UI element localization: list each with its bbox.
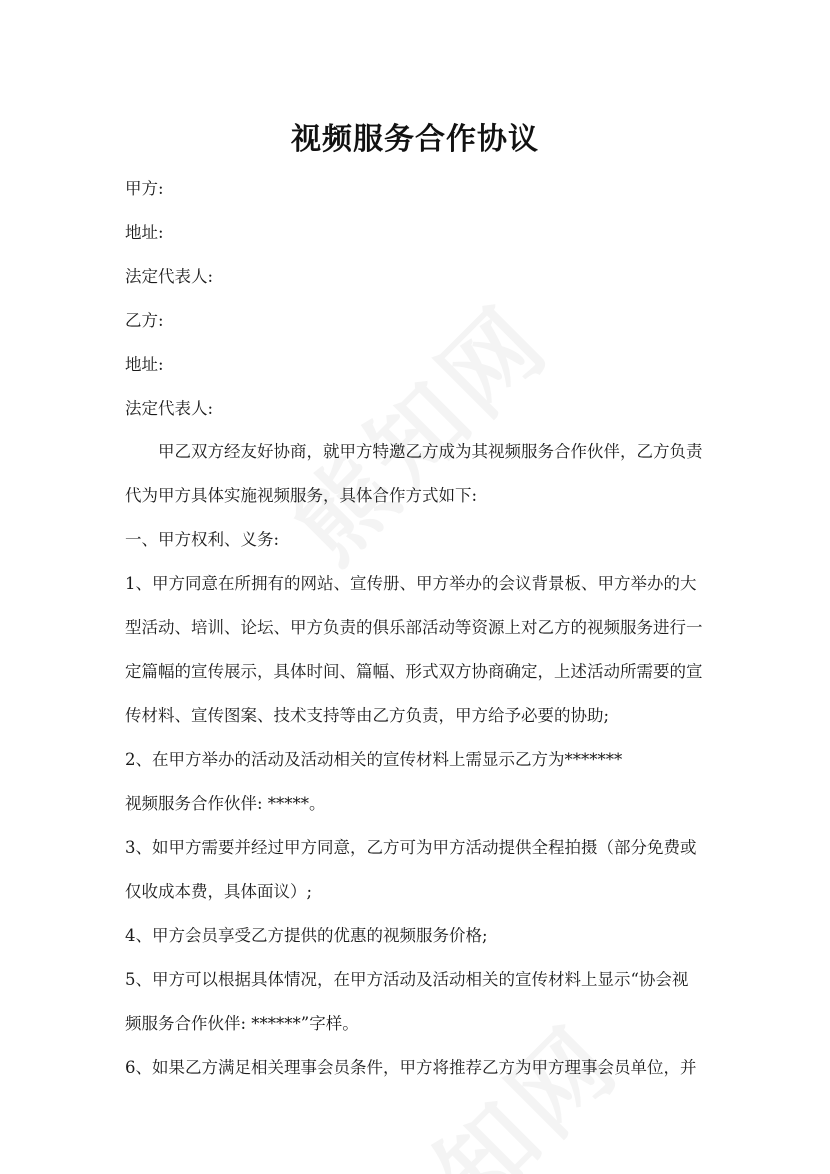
intro-paragraph-line: 甲乙双方经友好协商，就甲方特邀乙方成为其视频服务合作伙伴，乙方负责	[158, 442, 703, 461]
clause-1-line: 传材料、宣传图案、技术支持等由乙方负责，甲方给予必要的协助;	[125, 706, 610, 725]
party-b-representative-label: 法定代表人:	[125, 399, 214, 418]
party-a-representative-label: 法定代表人:	[125, 267, 214, 286]
clause-1-line: 型活动、培训、论坛、甲方负责的俱乐部活动等资源上对乙方的视频服务进行一	[125, 618, 703, 637]
watermark	[327, 990, 644, 1174]
clause-6-line: 6、如果乙方满足相关理事会员条件，甲方将推荐乙方为甲方理事会员单位，并	[125, 1058, 697, 1077]
clause-3-line: 仅收成本费，具体面议）;	[125, 882, 313, 901]
clause-5-line: 频服务合作伙伴: ******”字样。	[125, 1014, 359, 1033]
party-b-address-label: 地址:	[125, 355, 164, 374]
intro-paragraph-line: 代为甲方具体实施视频服务，具体合作方式如下:	[125, 486, 478, 505]
clause-5-line: 5、甲方可以根据具体情况，在甲方活动及活动相关的宣传材料上显示“协会视	[125, 970, 689, 989]
watermark	[257, 270, 574, 587]
clause-3-line: 3、如甲方需要并经过甲方同意，乙方可为甲方活动提供全程拍摄（部分免费或	[125, 838, 697, 857]
party-a-address-label: 地址:	[125, 223, 164, 242]
party-a-label: 甲方:	[125, 179, 164, 198]
clause-1-line: 1、甲方同意在所拥有的网站、宣传册、甲方举办的会议背景板、甲方举办的大	[125, 574, 697, 593]
clause-2-line: 2、在甲方举办的活动及活动相关的宣传材料上需显示乙方为*******	[125, 750, 623, 769]
party-b-label: 乙方:	[125, 311, 164, 330]
document-title: 视频服务合作协议	[291, 122, 539, 157]
section-heading: 一、甲方权利、义务:	[125, 530, 280, 549]
clause-4-line: 4、甲方会员享受乙方提供的优惠的视频服务价格;	[125, 926, 488, 945]
clause-1-line: 定篇幅的宣传展示，具体时间、篇幅、形式双方协商确定，上述活动所需要的宣	[125, 662, 703, 681]
clause-2-line: 视频服务合作伙伴: *****。	[125, 794, 326, 813]
